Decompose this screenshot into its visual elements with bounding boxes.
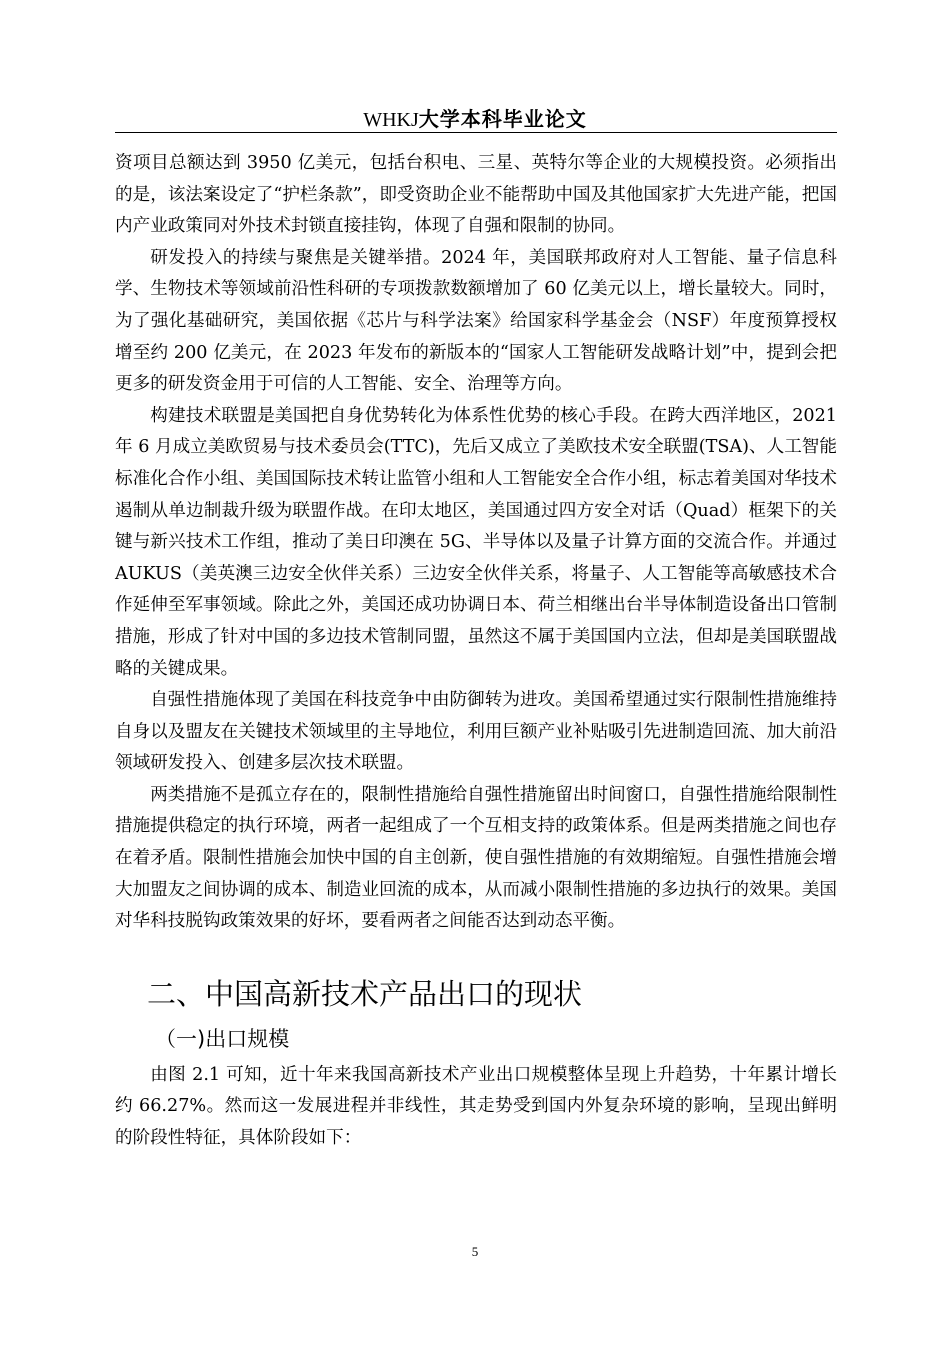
page-body	[115, 148, 837, 1155]
header-school-code: WHKJ	[363, 109, 419, 131]
subsection-heading: （一)出口规模	[155, 1026, 290, 1051]
header-document-type: 大学本科毕业论文	[418, 107, 587, 131]
section-paragraph: 由图 2.1 可知，近十年来我国高新技术产业出口规模整体呈现上升趋势，十年累计增长约 66.27%。然而这一发展进程并非线性，其走势受到国内外复杂环境的影响，呈现出鲜明的阶段性特征，具体阶段如下：	[115, 1064, 837, 1149]
header-rule	[115, 132, 837, 133]
section-heading: 二、中国高新技术产品出口的现状	[147, 976, 583, 1011]
page-number: 5	[471, 1244, 479, 1259]
body-paragraph: 两类措施不是孤立存在的，限制性措施给自强性措施留出时间窗口，自强性措施给限制性措施提供稳定的执行环境，两者一起组成了一个互相支持的政策体系。但是两类措施之间也存在着矛盾。限制性措施会加快中国的自主创新，使自强性措施的有效期缩短。自强性措施会增大加盟友之间协调的成本、制造业回流的成本，从而减小限制性措施的多边执行的效果。美国对华科技脱钩政策效果的好坏，要看两者之间能否达到动态平衡。	[115, 784, 837, 932]
running-header	[0, 103, 950, 132]
body-paragraph: 研发投入的持续与聚焦是关键举措。2024 年，美国联邦政府对人工智能、量子信息科学、生物技术等领域前沿性科研的专项拨款数额增加了 60 亿美元以上，增长量较大。同时，为了强化基础研究，美国依据《芯片与科学法案》给国家科学基金会（NSF）年度预算授权增至约 200 亿美元，在 2023 年发布的新版本的“国家人工智能研发战略计划”中，提到会把更多的研发资金用于可信的人工智能、安全、治理等方向。	[115, 247, 837, 395]
body-paragraph: 构建技术联盟是美国把自身优势转化为体系性优势的核心手段。在跨大西洋地区，2021 年 6 月成立美欧贸易与技术委员会(TTC)，先后又成立了美欧技术安全联盟(TSA)、人工智能标准化合作小组、美国国际技术转让监管小组和人工智能安全合作小组，标志着美国对华技术遏制从单边制裁升级为联盟作战。在印太地区，美国通过四方安全对话（Quad）框架下的关键与新兴技术工作组，推动了美日印澳在 5G、半导体以及量子计算方面的交流合作。并通过 AUKUS（美英澳三边安全伙伴关系）三边安全伙伴关系，将量子、人工智能等高敏感技术合作延伸至军事领域。除此之外，美国还成功协调日本、荷兰相继出台半导体制造设备出口管制措施，形成了针对中国的多边技术管制同盟，虽然这不属于美国国内立法，但却是美国联盟战略的关键成果。	[115, 405, 837, 679]
body-paragraph: 资项目总额达到 3950 亿美元，包括台积电、三星、英特尔等企业的大规模投资。必须指出的是，该法案设定了“护栏条款”，即受资助企业不能帮助中国及其他国家扩大先进产能，把国内产业政策同对外技术封锁直接挂钩，体现了自强和限制的协同。	[115, 153, 837, 237]
body-paragraph: 自强性措施体现了美国在科技竞争中由防御转为进攻。美国希望通过实行限制性措施维持自身以及盟友在关键技术领域里的主导地位，利用巨额产业补贴吸引先进制造回流、加大前沿领域研发投入、创建多层次技术联盟。	[115, 690, 837, 774]
